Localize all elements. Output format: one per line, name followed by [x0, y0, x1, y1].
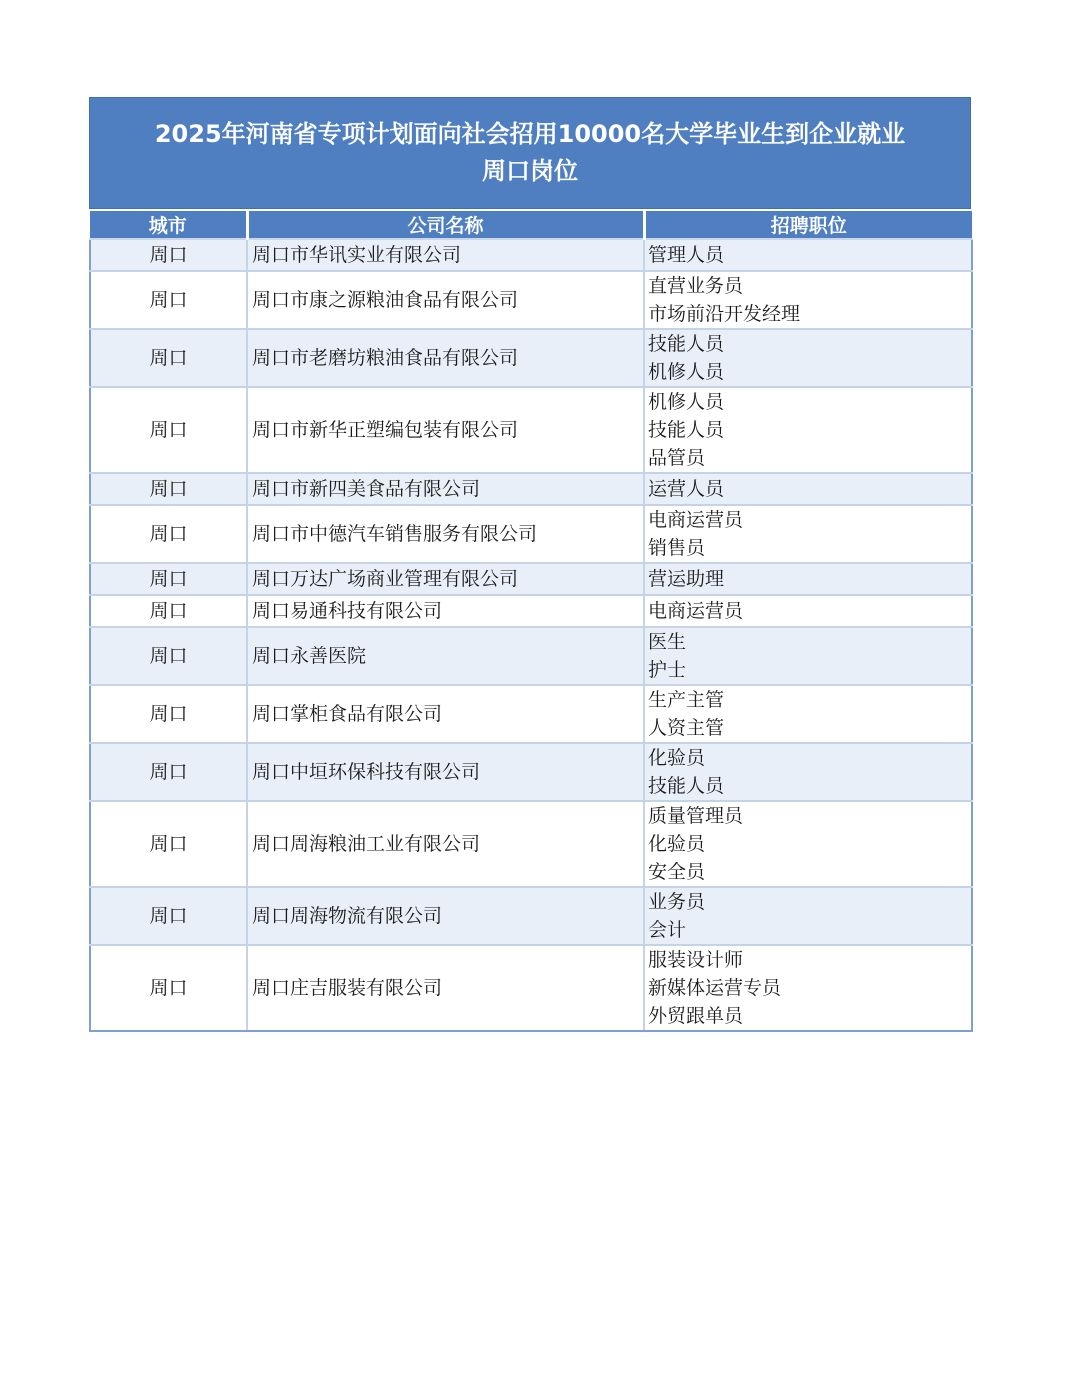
table-row: [90, 387, 972, 473]
table-title: [89, 97, 971, 209]
cell-positions: [644, 627, 972, 685]
position-item: 技能人员: [648, 333, 725, 355]
cell-company: 周口周海粮油工业有限公司: [247, 801, 644, 887]
position-item: 新媒体运营专员: [648, 977, 782, 999]
column-header-city: 城市: [90, 211, 247, 239]
position-item: 技能人员: [648, 775, 725, 797]
cell-city: 周口: [90, 387, 247, 473]
cell-company: 周口万达广场商业管理有限公司: [247, 563, 644, 595]
position-item: 医生: [648, 631, 687, 653]
position-item: 会计: [648, 919, 687, 941]
table-header-row: [90, 211, 972, 239]
table-row: [90, 945, 972, 1031]
table-row: [90, 563, 972, 595]
position-item: 运营人员: [648, 478, 725, 500]
table-row: [90, 685, 972, 743]
position-item: 安全员: [648, 861, 706, 883]
cell-positions: [644, 685, 972, 743]
cell-city: 周口: [90, 685, 247, 743]
cell-city: 周口: [90, 627, 247, 685]
table-row: [90, 627, 972, 685]
position-item: 人资主管: [648, 717, 725, 739]
position-item: 市场前沿开发经理: [648, 303, 801, 325]
cell-company: 周口市华讯实业有限公司: [247, 239, 644, 271]
position-item: 品管员: [648, 447, 706, 469]
position-item: 质量管理员: [648, 805, 744, 827]
job-table: [89, 211, 973, 1032]
cell-company: 周口市老磨坊粮油食品有限公司: [247, 329, 644, 387]
position-item: 技能人员: [648, 419, 725, 441]
position-item: 外贸跟单员: [648, 1005, 744, 1027]
cell-positions: [644, 473, 972, 505]
cell-company: 周口市中德汽车销售服务有限公司: [247, 505, 644, 563]
position-item: 销售员: [648, 537, 706, 559]
cell-positions: [644, 801, 972, 887]
cell-company: 周口易通科技有限公司: [247, 595, 644, 627]
position-item: 化验员: [648, 833, 706, 855]
table-row: [90, 887, 972, 945]
cell-city: 周口: [90, 743, 247, 801]
position-item: 营运助理: [648, 568, 725, 590]
position-item: 服装设计师: [648, 949, 744, 971]
table-row: [90, 595, 972, 627]
cell-company: 周口市新四美食品有限公司: [247, 473, 644, 505]
cell-positions: [644, 887, 972, 945]
cell-positions: [644, 945, 972, 1031]
table-row: [90, 239, 972, 271]
cell-positions: [644, 595, 972, 627]
cell-city: 周口: [90, 801, 247, 887]
cell-city: 周口: [90, 329, 247, 387]
table-body: [90, 239, 972, 1031]
position-item: 业务员: [648, 891, 706, 913]
cell-city: 周口: [90, 271, 247, 329]
position-item: 机修人员: [648, 361, 725, 383]
cell-city: 周口: [90, 595, 247, 627]
position-item: 生产主管: [648, 689, 725, 711]
cell-positions: [644, 505, 972, 563]
job-table-sheet: [89, 97, 971, 1032]
cell-city: 周口: [90, 505, 247, 563]
table-row: [90, 801, 972, 887]
table-row: [90, 271, 972, 329]
cell-positions: [644, 239, 972, 271]
cell-city: 周口: [90, 239, 247, 271]
position-item: 管理人员: [648, 244, 725, 266]
column-header-company: 公司名称: [247, 211, 644, 239]
title-line-1: 2025年河南省专项计划面向社会招用10000名大学毕业生到企业就业: [154, 120, 906, 148]
position-item: 化验员: [648, 747, 706, 769]
cell-positions: [644, 329, 972, 387]
position-item: 电商运营员: [648, 600, 744, 622]
cell-company: 周口市新华正塑编包装有限公司: [247, 387, 644, 473]
cell-positions: [644, 271, 972, 329]
table-row: [90, 473, 972, 505]
cell-company: 周口掌柜食品有限公司: [247, 685, 644, 743]
cell-company: 周口市康之源粮油食品有限公司: [247, 271, 644, 329]
cell-company: 周口永善医院: [247, 627, 644, 685]
cell-positions: [644, 387, 972, 473]
table-row: [90, 329, 972, 387]
position-item: 电商运营员: [648, 509, 744, 531]
column-header-positions: 招聘职位: [644, 211, 972, 239]
title-line-2: 周口岗位: [482, 157, 578, 185]
cell-city: 周口: [90, 563, 247, 595]
position-item: 直营业务员: [648, 275, 744, 297]
table-row: [90, 505, 972, 563]
table-row: [90, 743, 972, 801]
cell-city: 周口: [90, 473, 247, 505]
cell-city: 周口: [90, 887, 247, 945]
cell-company: 周口中垣环保科技有限公司: [247, 743, 644, 801]
cell-company: 周口周海物流有限公司: [247, 887, 644, 945]
cell-positions: [644, 743, 972, 801]
cell-city: 周口: [90, 945, 247, 1031]
position-item: 护士: [648, 659, 687, 681]
position-item: 机修人员: [648, 391, 725, 413]
cell-positions: [644, 563, 972, 595]
cell-company: 周口庄吉服装有限公司: [247, 945, 644, 1031]
